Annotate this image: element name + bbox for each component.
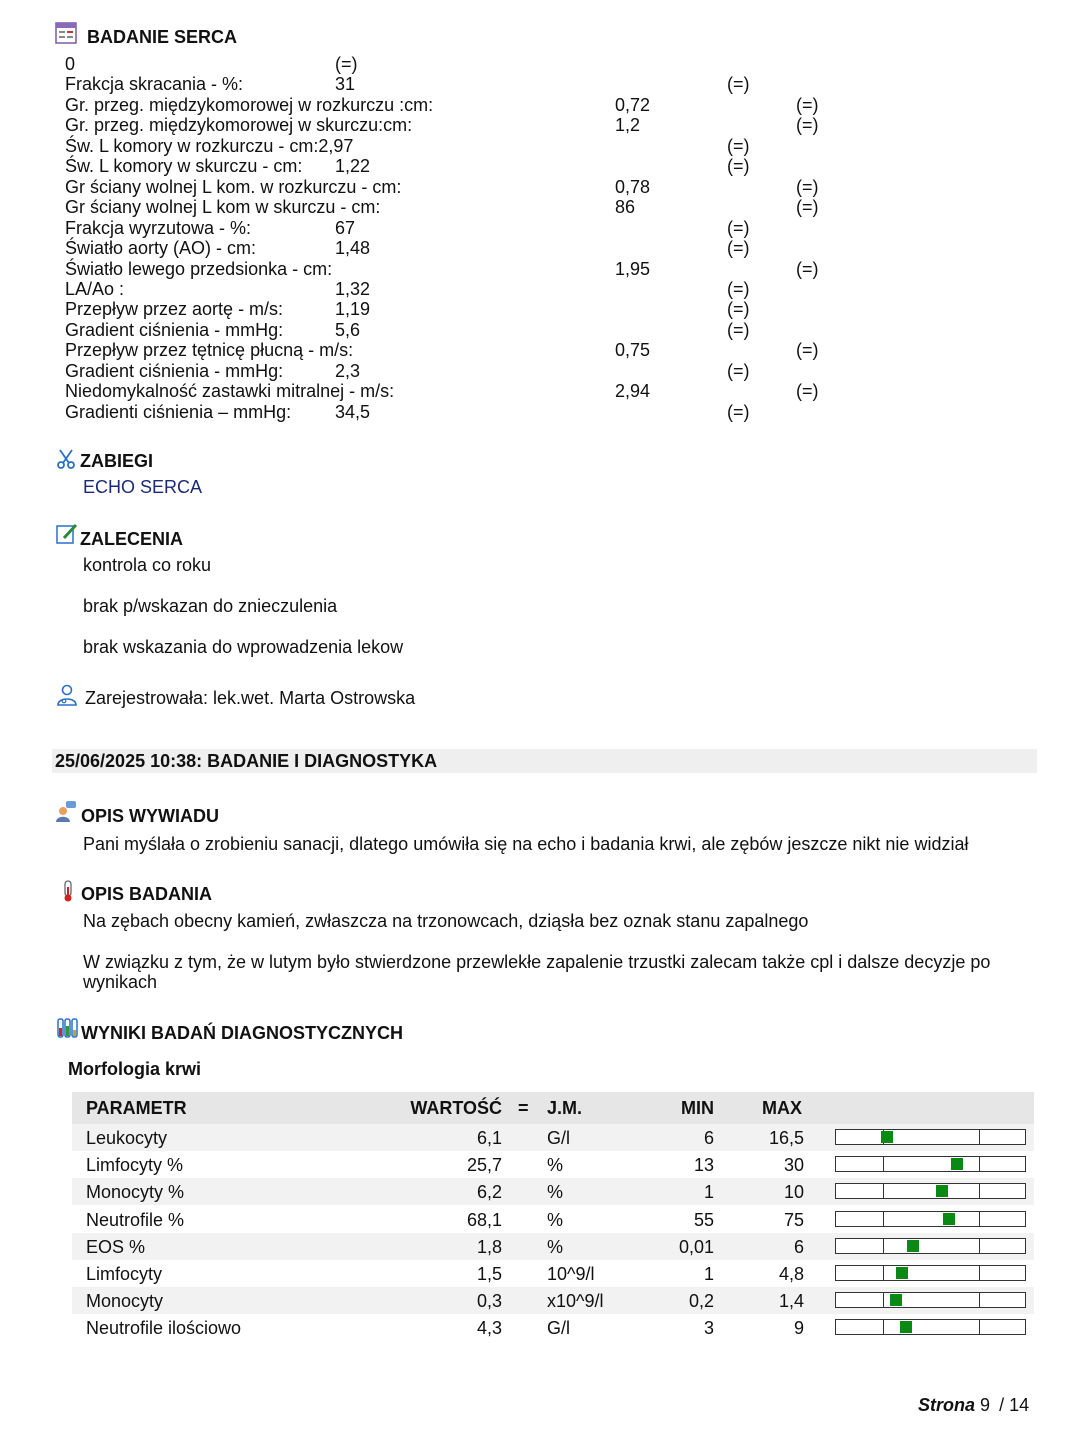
echo-value: 2,3 (335, 361, 361, 381)
cell-value: 6,1 (476, 1128, 502, 1148)
echo-equal-mark: (=) (727, 218, 750, 238)
cell-value: 25,7 (466, 1155, 502, 1175)
echo-label: Przepływ przez tętnicę płucną - m/s: (65, 340, 354, 360)
interview-icon (55, 800, 77, 822)
cell-max: 9 (793, 1318, 804, 1338)
registered-by: Zarejestrowała: lek.wet. Marta Ostrowska (85, 688, 416, 708)
cell-unit: G/l (547, 1318, 571, 1338)
range-bar (835, 1211, 1026, 1227)
cell-unit: G/l (547, 1128, 571, 1148)
wyniki-title: WYNIKI BADAŃ DIAGNOSTYCZNYCH (81, 1023, 403, 1043)
wyniki-subtitle: Morfologia krwi (68, 1059, 202, 1079)
echo-equal-mark: (=) (796, 115, 819, 135)
range-bar (835, 1292, 1026, 1308)
cell-max: 75 (783, 1210, 804, 1230)
echo-section-title: BADANIE SERCA (87, 27, 238, 47)
echo-label: Gr. przeg. międzykomorowej w rozkurczu :cm: (65, 95, 434, 115)
th-min: MIN (681, 1098, 714, 1118)
range-bar-max-divider (979, 1320, 980, 1334)
cell-value: 4,3 (476, 1318, 502, 1338)
range-bar (835, 1156, 1026, 1172)
range-bar-min-divider (883, 1184, 884, 1198)
range-bar-marker (896, 1267, 908, 1279)
echo-value: 86 (615, 197, 636, 217)
wywiad-text: Pani myślała o zrobieniu sanacji, dlatego umówiła się na echo i badania krwi, ale zębów jeszcze nikt nie widział (83, 834, 969, 854)
range-bar-max-divider (979, 1130, 980, 1144)
th-unit: J.M. (547, 1098, 583, 1118)
range-bar-marker (890, 1294, 902, 1306)
echo-equal-mark: (=) (796, 197, 819, 217)
range-bar-max-divider (979, 1157, 980, 1171)
zabiegi-title: ZABIEGI (80, 451, 154, 471)
echo-equal-mark: (=) (727, 156, 750, 176)
th-value: WARTOŚĆ (410, 1098, 502, 1118)
echo-equal-mark: (=) (796, 177, 819, 197)
range-bar (835, 1183, 1026, 1199)
echo-value: 31 (335, 74, 356, 94)
echo-label: Św. L komory w rozkurczu - cm:2,97 (65, 136, 354, 156)
cell-value: 68,1 (466, 1210, 502, 1230)
cell-max: 6 (793, 1237, 804, 1257)
echo-value: 1,32 (335, 279, 371, 299)
echo-value: 34,5 (335, 402, 371, 422)
range-bar (835, 1129, 1026, 1145)
range-bar-marker (936, 1185, 948, 1197)
wywiad-title: OPIS WYWIADU (81, 806, 219, 826)
page-indicator (918, 1395, 1029, 1416)
badanie-title: OPIS BADANIA (81, 884, 213, 904)
echo-equal-mark: (=) (727, 320, 750, 340)
cell-min: 3 (703, 1318, 714, 1338)
cell-min: 1 (703, 1264, 714, 1284)
cell-value: 1,8 (476, 1237, 502, 1257)
range-bar-marker (907, 1240, 919, 1252)
echo-value: 0,78 (615, 177, 651, 197)
cell-unit: % (547, 1210, 564, 1230)
echo-value: 2,94 (615, 381, 651, 401)
range-bar-max-divider (979, 1184, 980, 1198)
echo-equal-mark: (=) (796, 340, 819, 360)
range-bar-min-divider (883, 1320, 884, 1334)
echo-value: 1,19 (335, 299, 371, 319)
range-bar-min-divider (883, 1212, 884, 1226)
zalecenia-line: brak p/wskazan do znieczulenia (83, 596, 338, 616)
range-bar-min-divider (883, 1266, 884, 1280)
cell-param: Leukocyty (86, 1128, 168, 1148)
range-bar-max-divider (979, 1266, 980, 1280)
cell-min: 13 (693, 1155, 714, 1175)
echo-value: 0,72 (615, 95, 651, 115)
range-bar-marker (951, 1158, 963, 1170)
echo-equal-mark: (=) (796, 381, 819, 401)
echo-equal-mark: (=) (727, 402, 750, 422)
echo-label: Gradienti ciśnienia – mmHg: (65, 402, 292, 422)
cell-unit: 10^9/l (547, 1264, 595, 1284)
badanie-text: W związku z tym, że w lutym było stwierdzone przewlekłe zapalenie trzustki zalecam także cpl i dalsze decyzje po (83, 952, 991, 972)
range-bar-marker (900, 1321, 912, 1333)
th-max: MAX (762, 1098, 802, 1118)
doctor-icon (56, 684, 78, 706)
cell-max: 30 (783, 1155, 804, 1175)
echo-value: (=) (335, 54, 358, 74)
cell-unit: % (547, 1237, 564, 1257)
th-param: PARAMETR (86, 1098, 187, 1118)
cell-max: 10 (783, 1182, 804, 1202)
cell-param: Limfocyty (86, 1264, 163, 1284)
range-bar (835, 1265, 1026, 1281)
cell-max: 4,8 (778, 1264, 804, 1284)
visit-header: 25/06/2025 10:38: BADANIE I DIAGNOSTYKA (55, 751, 438, 771)
echo-label: Gr ściany wolnej L kom. w rozkurczu - cm: (65, 177, 402, 197)
range-bar-max-divider (979, 1239, 980, 1253)
echo-label: Frakcja wyrzutowa - %: (65, 218, 252, 238)
page-number: 9 (980, 1395, 991, 1415)
echo-label: Przepływ przez aortę - m/s: (65, 299, 284, 319)
badanie-text: wynikach (83, 972, 158, 992)
range-bar-marker (881, 1131, 893, 1143)
range-bar-min-divider (883, 1157, 884, 1171)
page-total: / 14 (999, 1395, 1030, 1415)
zalecenia-line: brak wskazania do wprowadzenia lekow (83, 637, 404, 657)
echo-label: Niedomykalność zastawki mitralnej - m/s: (65, 381, 395, 401)
page-label: Strona (918, 1395, 976, 1415)
echo-label: Światło aorty (AO) - cm: (65, 238, 257, 258)
echo-equal-mark: (=) (727, 238, 750, 258)
badanie-text: Na zębach obecny kamień, zwłaszcza na trzonowcach, dziąsła bez oznak stanu zapalnego (83, 911, 809, 931)
cell-param: Monocyty % (86, 1182, 185, 1202)
cell-param: Neutrofile % (86, 1210, 185, 1230)
range-bar-min-divider (883, 1239, 884, 1253)
echo-label: Frakcja skracania - %: (65, 74, 244, 94)
cell-value: 1,5 (476, 1264, 502, 1284)
echo-value: 5,6 (335, 320, 361, 340)
echo-value: 1,48 (335, 238, 371, 258)
range-bar-min-divider (883, 1293, 884, 1307)
th-eq: = (518, 1098, 529, 1118)
range-bar-max-divider (979, 1212, 980, 1226)
cell-param: Neutrofile ilościowo (86, 1318, 242, 1338)
cell-min: 1 (703, 1182, 714, 1202)
scissors-icon (55, 448, 77, 470)
range-bar-marker (943, 1213, 955, 1225)
cell-value: 6,2 (476, 1182, 502, 1202)
echo-equal-mark: (=) (727, 279, 750, 299)
cell-param: EOS % (86, 1237, 146, 1257)
zalecenia-line: kontrola co roku (83, 555, 212, 575)
echo-value: 67 (335, 218, 356, 238)
echo-label: Gradient ciśnienia - mmHg: (65, 361, 284, 381)
cell-param: Limfocyty % (86, 1155, 184, 1175)
echo-value: 0,75 (615, 340, 651, 360)
cell-min: 55 (693, 1210, 714, 1230)
echo-label: Gr ściany wolnej L kom w skurczu - cm: (65, 197, 381, 217)
echo-label: Światło lewego przedsionka - cm: (65, 259, 333, 279)
cell-max: 1,4 (778, 1291, 804, 1311)
echo-label: Gr. przeg. międzykomorowej w skurczu:cm: (65, 115, 413, 135)
echo-equal-mark: (=) (796, 95, 819, 115)
cell-min: 6 (703, 1128, 714, 1148)
cell-min: 0,01 (678, 1237, 714, 1257)
cell-value: 0,3 (476, 1291, 502, 1311)
echo-equal-mark: (=) (727, 136, 750, 156)
echo-label: LA/Ao : (65, 279, 125, 299)
echo-label: 0 (65, 54, 76, 74)
cell-unit: x10^9/l (547, 1291, 604, 1311)
cell-param: Monocyty (86, 1291, 164, 1311)
zalecenia-title: ZALECENIA (80, 529, 183, 549)
form-icon (55, 22, 77, 44)
zabiegi-item-link[interactable]: ECHO SERCA (83, 477, 203, 497)
echo-equal-mark: (=) (796, 259, 819, 279)
echo-equal-mark: (=) (727, 299, 750, 319)
echo-value: 1,22 (335, 156, 371, 176)
range-bar-max-divider (979, 1293, 980, 1307)
echo-label: Gradient ciśnienia - mmHg: (65, 320, 284, 340)
thermometer-icon (57, 880, 79, 902)
range-bar (835, 1319, 1026, 1335)
test-tubes-icon (56, 1018, 78, 1040)
range-bar (835, 1238, 1026, 1254)
edit-note-icon (56, 523, 78, 545)
cell-unit: % (547, 1182, 564, 1202)
echo-label: Św. L komory w skurczu - cm: (65, 156, 303, 176)
echo-equal-mark: (=) (727, 74, 750, 94)
echo-value: 1,95 (615, 259, 651, 279)
cell-max: 16,5 (768, 1128, 804, 1148)
echo-equal-mark: (=) (727, 361, 750, 381)
cell-unit: % (547, 1155, 564, 1175)
echo-value: 1,2 (615, 115, 641, 135)
cell-min: 0,2 (688, 1291, 714, 1311)
